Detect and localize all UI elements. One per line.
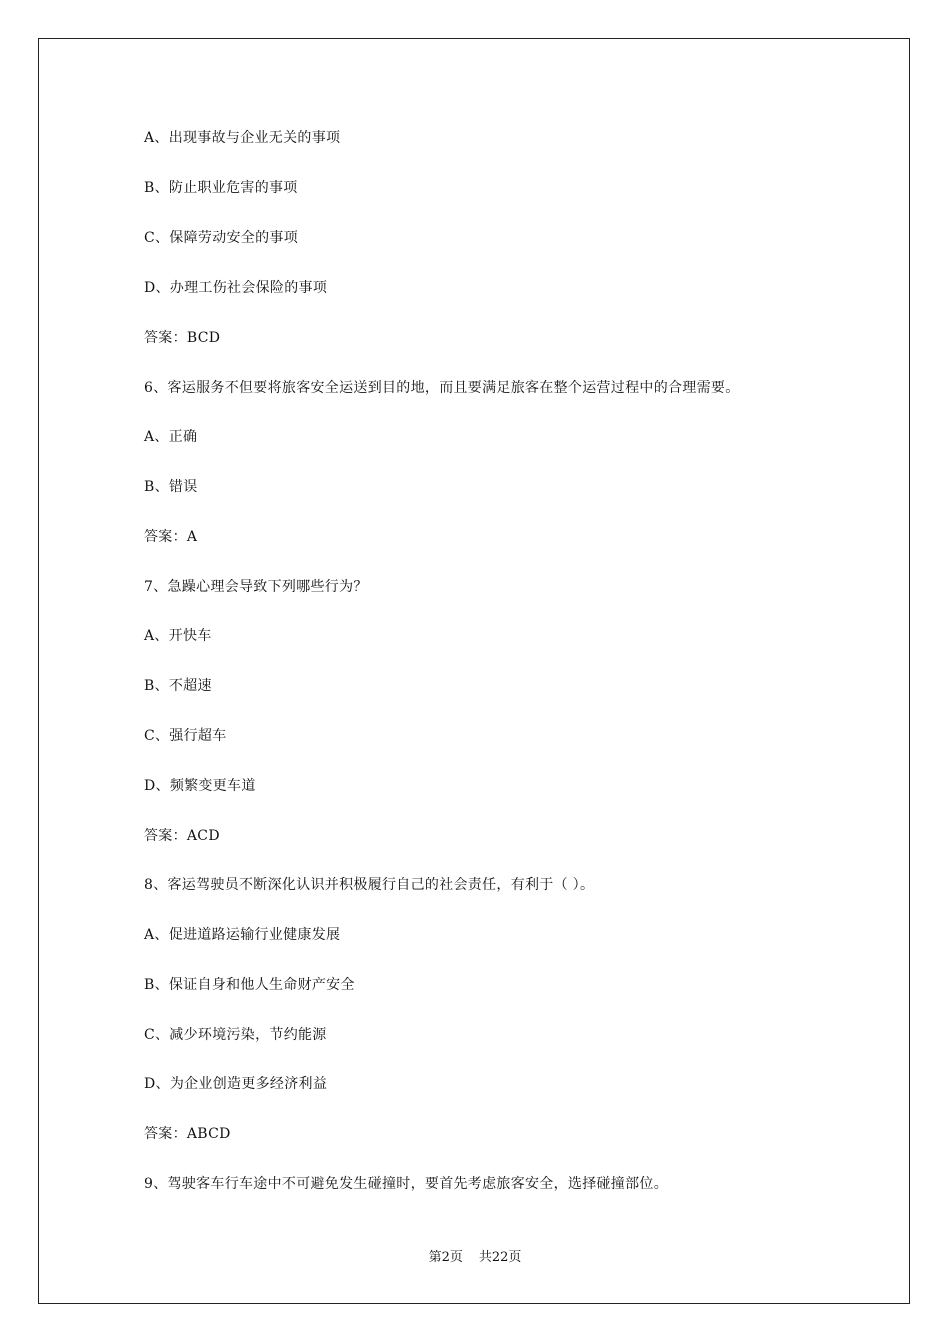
- answer-5: 答案：BCD: [144, 330, 221, 346]
- option-6b: B、错误: [144, 479, 198, 495]
- option-7d: D、频繁变更车道: [144, 778, 256, 794]
- option-8c: C、减少环境污染，节约能源: [144, 1027, 327, 1043]
- page-total: 共22页: [478, 1250, 522, 1265]
- option-8a: A、促进道路运输行业健康发展: [144, 927, 341, 943]
- option-7a: A、开快车: [144, 628, 212, 644]
- question-7: 7、急躁心理会导致下列哪些行为？: [144, 579, 368, 595]
- option-7b: B、不超速: [144, 678, 212, 694]
- page-number: 第2页: [428, 1250, 463, 1265]
- option-6a: A、正确: [144, 429, 198, 445]
- answer-7: 答案：ACD: [144, 828, 220, 844]
- option-5d: D、办理工伤社会保险的事项: [144, 280, 328, 296]
- question-8: 8、客运驾驶员不断深化认识并积极履行自己的社会责任，有利于（ ）。: [144, 877, 595, 893]
- question-9: 9、驾驶客车行车途中不可避免发生碰撞时，要首先考虑旅客安全，选择碰撞部位。: [144, 1176, 669, 1192]
- option-8d: D、为企业创造更多经济利益: [144, 1076, 328, 1092]
- answer-8: 答案：ABCD: [144, 1126, 231, 1142]
- page-footer: [0, 1248, 950, 1268]
- option-5b: B、防止职业危害的事项: [144, 180, 298, 196]
- option-5a: A、出现事故与企业无关的事项: [144, 130, 341, 146]
- question-6: 6、客运服务不但要将旅客安全运送到目的地，而且要满足旅客在整个运营过程中的合理需要。: [144, 380, 740, 396]
- answer-6: 答案：A: [144, 529, 198, 545]
- option-8b: B、保证自身和他人生命财产安全: [144, 977, 355, 993]
- option-7c: C、强行超车: [144, 728, 227, 744]
- option-5c: C、保障劳动安全的事项: [144, 230, 299, 246]
